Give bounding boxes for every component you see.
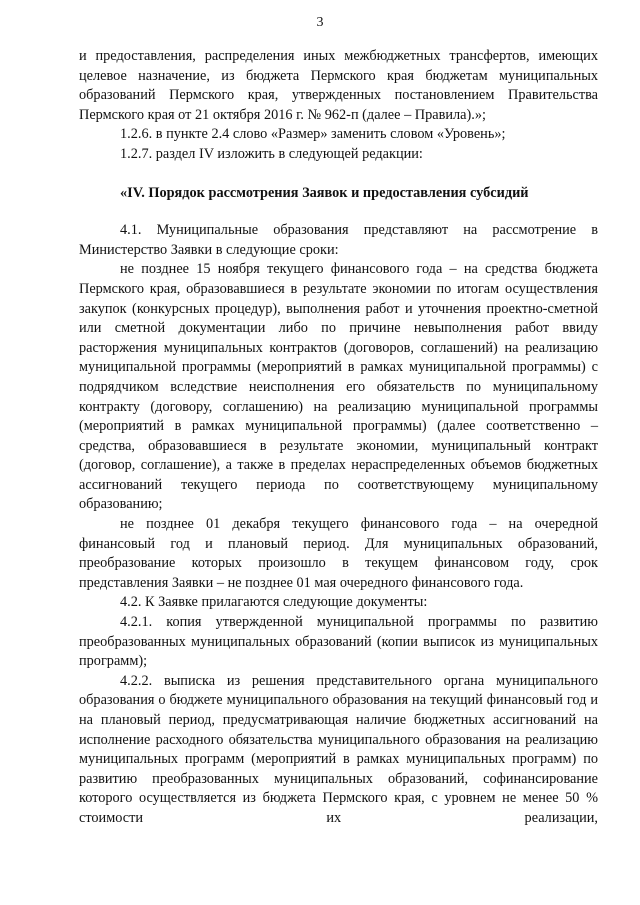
paragraph-deadline-november: не позднее 15 ноября текущего финансового года – на средства бюджета Пермского края, образовавшиеся в результате экономии по итогам осуществления закупок (конкурсных процедур), выполнения работ и уточнения проектно-сметной или сметной документации либо по причине невыполнения работ ввиду расторжения муниципальных контрактов (договоров, соглашений) на реализацию муниципальной программы (мероприятий в рамках муниципальной программы) с подрядчиком вследствие неисполнения его обязательств по муниципальному контракту (договору, соглашению) на реализацию муниципальной программы (мероприятий в рамках муниципальной программы) (далее соответственно – средства, образовавшиеся в результате экономии, муниципальный контракт (договор, соглашение), а также в пределах нераспределенных объемов бюджетных ассигнований текущего периода по соответствующему муниципальному образованию; xyxy=(79,261,598,513)
paragraph-4-2-2: 4.2.2. выписка из решения представительного органа муниципального образования о бюджете муниципального образования на текущий финансовый год и на плановый период, предусматривающая наличие бюджетных ассигнований на исполнение расходного обязательства муниципального образования на реализацию муниципальных программ (мероприятий в рамках муниципальных программ) по развитию преобразованных муниципальных образований, софинансирование которого осуществляется из бюджета Пермского края, с уровнем не менее 50 % стоимости их реализации, xyxy=(79,672,598,826)
paragraph-4-1: 4.1. Муниципальные образования представляют на рассмотрение в Министерство Заявки в следующие сроки: xyxy=(79,222,598,258)
paragraph-4-2: 4.2. К Заявке прилагаются следующие документы: xyxy=(120,594,428,611)
page-number: 3 xyxy=(316,15,324,30)
paragraph-rules-continuation: и предоставления, распределения иных межбюджетных трансфертов, имеющих целевое назначение, из бюджета Пермского края бюджетам муниципальных образований Пермского края, утвержденных постановлением Правительства Пермского края от 21 октября 2016 г. № 962-п (далее – Правила).»; xyxy=(79,48,598,123)
document-body xyxy=(79,47,598,829)
paragraph-1-2-7: 1.2.7. раздел IV изложить в следующей редакции: xyxy=(120,145,423,162)
paragraph-4-2-1: 4.2.1. копия утвержденной муниципальной программы по развитию преобразованных муниципальных образований (копии выписок из муниципальных программ); xyxy=(79,614,598,670)
paragraph-1-2-6: 1.2.6. в пункте 2.4 слово «Размер» заменить словом «Уровень»; xyxy=(120,126,506,143)
section-heading: «IV. Порядок рассмотрения Заявок и предоставления субсидий xyxy=(120,184,529,201)
paragraph-deadline-december: не позднее 01 декабря текущего финансового года – на очередной финансовый год и плановый период. Для муниципальных образований, преобразование которых произошло в текущем финансовом году, срок представления Заявки – не позднее 01 мая очередного финансового года. xyxy=(79,516,598,591)
